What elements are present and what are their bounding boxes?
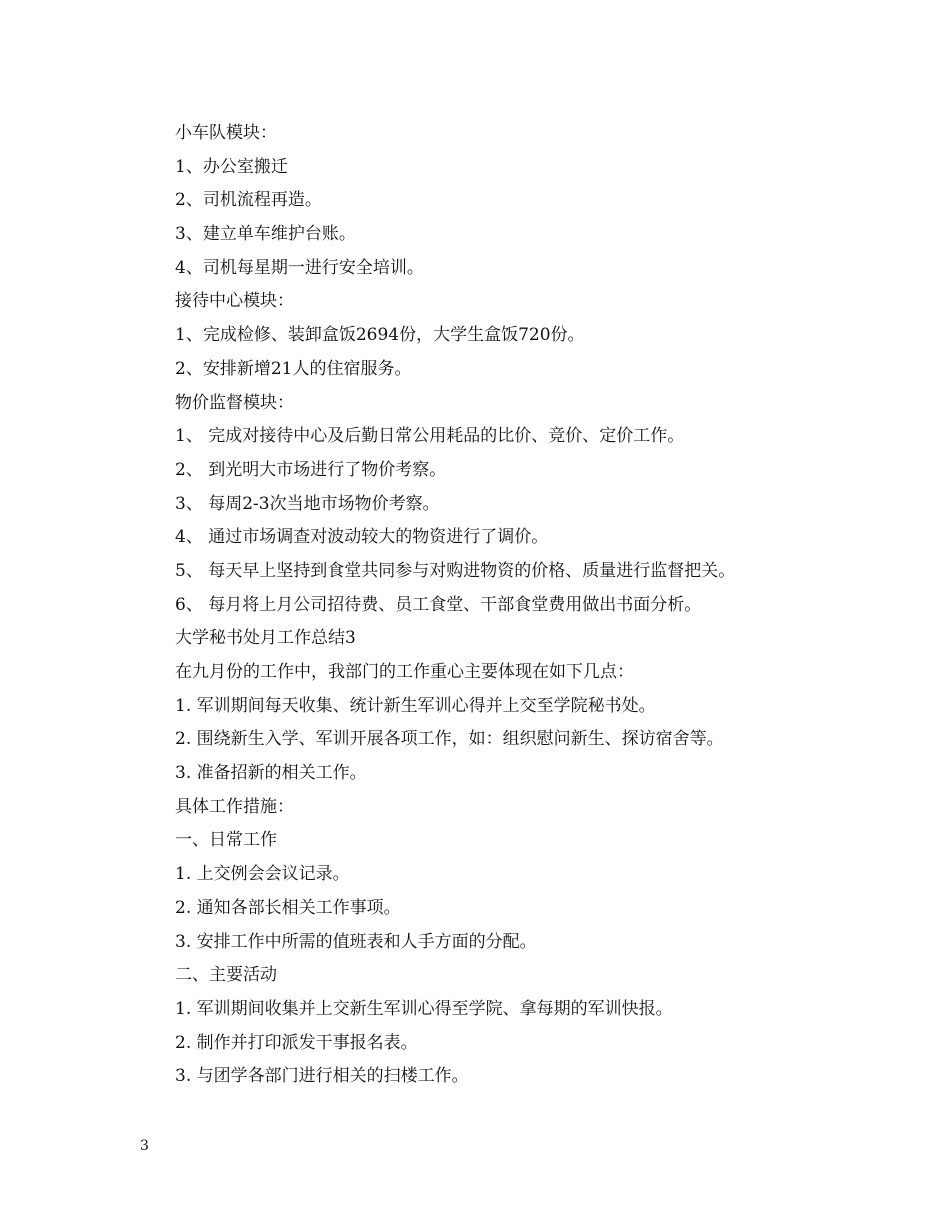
list-item: 2、司机流程再造。	[175, 190, 322, 211]
list-item: 1. 上交例会会议记录。	[175, 864, 350, 885]
list-item: 4、司机每星期一进行安全培训。	[175, 257, 424, 278]
list-item: 2. 通知各部长相关工作事项。	[175, 897, 401, 918]
list-item: 3、建立单车维护台账。	[175, 224, 356, 245]
paragraph: 在九月份的工作中，我部门的工作重心主要体现在如下几点：	[175, 662, 634, 682]
page-number: 3	[140, 1138, 149, 1154]
section-heading-main-activities: 二、主要活动	[175, 965, 277, 986]
list-item: 2、安排新增21人的住宿服务。	[175, 358, 412, 379]
section-heading-motor-team: 小车队模块：	[175, 123, 277, 143]
list-item: 4、 通过市场调查对波动较大的物资进行了调价。	[175, 527, 549, 548]
section-heading-daily-work: 一、日常工作	[175, 830, 277, 851]
document-body	[175, 117, 915, 1094]
list-item: 1. 军训期间每天收集、统计新生军训心得并上交至学院秘书处。	[175, 695, 656, 716]
list-item: 2. 制作并打印派发干事报名表。	[175, 1032, 418, 1053]
list-item: 1. 军训期间收集并上交新生军训心得至学院、拿每期的军训快报。	[175, 998, 673, 1019]
list-item: 5、 每天早上坚持到食堂共同参与对购进物资的价格、质量进行监督把关。	[175, 560, 736, 581]
section-heading-price-supervision: 物价监督模块：	[175, 392, 294, 413]
list-item: 2. 围绕新生入学、军训开展各项工作，如：组织慰问新生、探访宿舍等。	[175, 729, 724, 750]
list-item: 1、办公室搬迁	[175, 156, 288, 177]
list-item: 1、 完成对接待中心及后勤日常公用耗品的比价、竞价、定价工作。	[175, 426, 685, 447]
section-heading-measures: 具体工作措施：	[175, 796, 294, 817]
list-item: 3、 每周2-3次当地市场物价考察。	[175, 493, 440, 514]
list-item: 6、 每月将上月公司招待费、员工食堂、干部食堂费用做出书面分析。	[175, 594, 702, 615]
list-item: 2、 到光明大市场进行了物价考察。	[175, 459, 447, 480]
list-item: 3. 安排工作中所需的值班表和人手方面的分配。	[175, 931, 537, 952]
list-item: 1、完成检修、装卸盒饭2694份，大学生盒饭720份。	[175, 325, 585, 346]
list-item: 3. 与团学各部门进行相关的扫楼工作。	[175, 1066, 469, 1087]
list-item: 3. 准备招新的相关工作。	[175, 763, 367, 784]
document-title: 大学秘书处月工作总结3	[175, 628, 356, 649]
section-heading-reception-center: 接待中心模块：	[175, 291, 294, 312]
